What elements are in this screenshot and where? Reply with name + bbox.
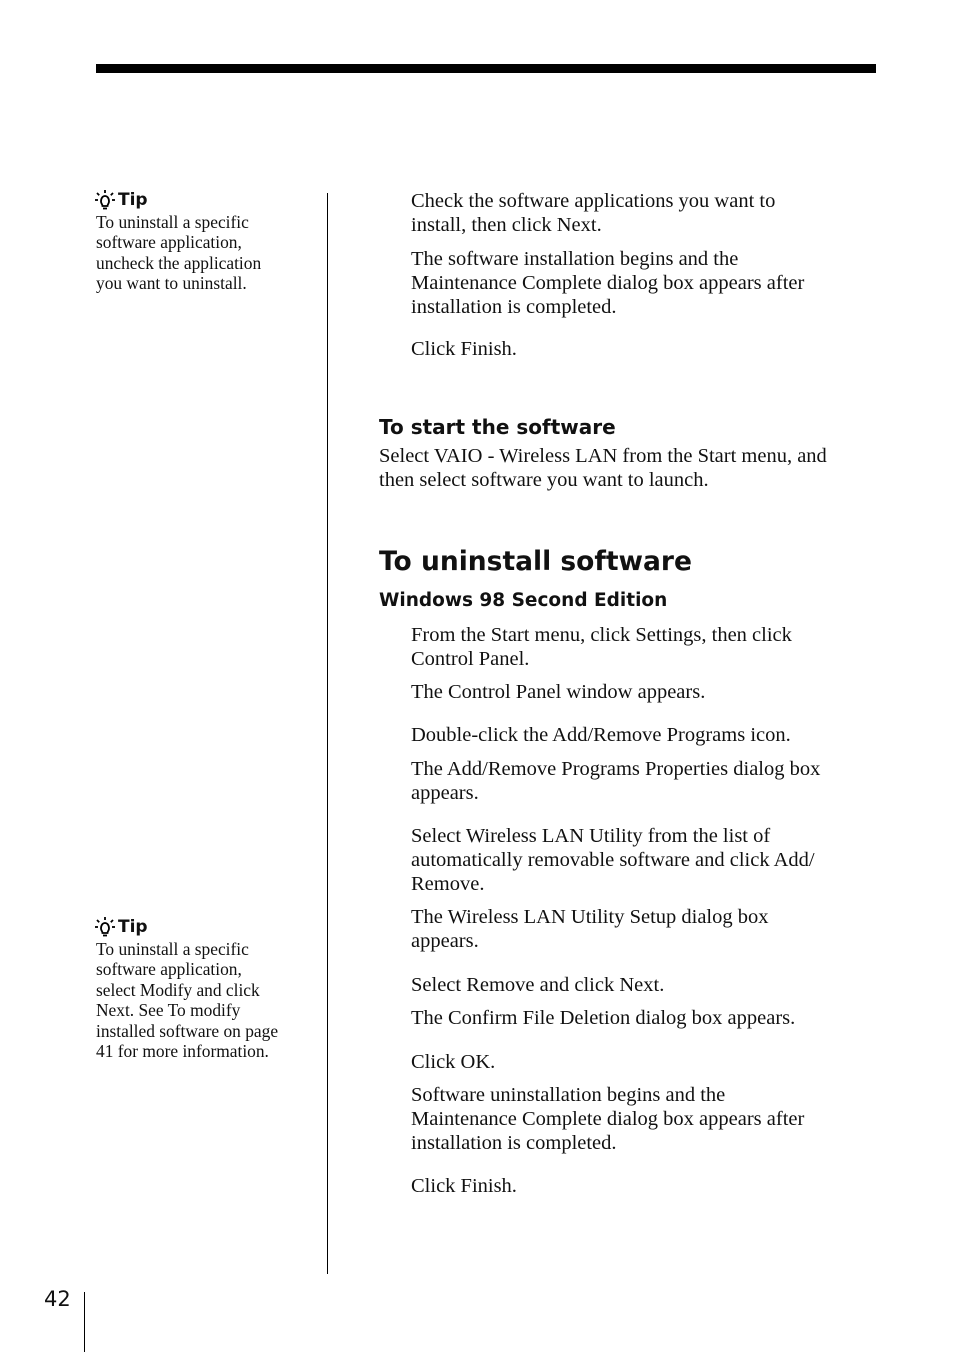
- uninstall-heading: To uninstall software: [379, 546, 692, 577]
- text-line: then select software you want to launch.: [379, 469, 709, 491]
- uninstall-step-2: Double-click the Add/Remove Programs icon.: [411, 724, 791, 746]
- tip-text: [96, 212, 316, 294]
- uninstall-result-3: [411, 905, 769, 953]
- text-line: Check the software applications you want to: [411, 190, 776, 212]
- tip-line: Next. See To modify: [96, 1000, 241, 1021]
- lightbulb-icon: [94, 189, 116, 211]
- tip-line: uncheck the application: [96, 252, 262, 273]
- text-line: automatically removable software and click Add/: [411, 849, 815, 871]
- header-rule: [96, 64, 876, 73]
- text-line: appears.: [411, 930, 479, 952]
- os-heading: Windows 98 Second Edition: [379, 590, 668, 611]
- tip-line: To uninstall a specific: [96, 212, 249, 232]
- install-step-check: [411, 189, 775, 237]
- text-line: install, then click Next.: [411, 214, 602, 236]
- uninstall-result-5: [411, 1083, 804, 1155]
- tip-note-1: [96, 189, 316, 294]
- tip-line: 41 for more information.: [96, 1041, 269, 1062]
- uninstall-step-3: [411, 824, 815, 896]
- tip-label: Tip: [118, 917, 148, 937]
- column-divider: [327, 193, 328, 1274]
- tip-line: you want to uninstall.: [96, 273, 247, 294]
- uninstall-step-6: Click Finish.: [411, 1175, 517, 1197]
- lightbulb-icon: [94, 916, 116, 938]
- start-software-heading: To start the software: [379, 415, 616, 439]
- text-line: From the Start menu, click Settings, then click: [411, 624, 792, 646]
- uninstall-step-1: [411, 623, 792, 671]
- text-line: The Wireless LAN Utility Setup dialog box: [411, 906, 769, 928]
- uninstall-step-5: Click OK.: [411, 1051, 496, 1073]
- tip-label: Tip: [118, 190, 148, 210]
- text-line: Software uninstallation begins and the: [411, 1084, 726, 1106]
- tip-line: To uninstall a specific: [96, 939, 249, 959]
- tip-line: software application,: [96, 232, 242, 253]
- tip-text: [96, 939, 316, 1061]
- text-line: Maintenance Complete dialog box appears after: [411, 1108, 805, 1130]
- tip-line: select Modify and click: [96, 979, 260, 1000]
- text-line: Remove.: [411, 873, 485, 895]
- tip-heading: [96, 189, 316, 211]
- folio-rule: [84, 1292, 85, 1352]
- page-number: 42: [44, 1287, 71, 1311]
- uninstall-result-4: The Confirm File Deletion dialog box appears.: [411, 1007, 796, 1029]
- start-software-body: [379, 444, 827, 492]
- tip-line: software application,: [96, 959, 242, 980]
- text-line: Select VAIO - Wireless LAN from the Start menu, and: [379, 445, 827, 467]
- tip-heading: [96, 916, 316, 938]
- uninstall-result-2: [411, 757, 820, 805]
- install-step-finish: Click Finish.: [411, 338, 517, 360]
- uninstall-result-1: The Control Panel window appears.: [411, 681, 706, 703]
- text-line: installation is completed.: [411, 296, 617, 318]
- text-line: installation is completed.: [411, 1132, 617, 1154]
- tip-line: installed software on page: [96, 1020, 279, 1041]
- install-result: [411, 247, 804, 319]
- tip-note-2: [96, 916, 316, 1061]
- text-line: Select Wireless LAN Utility from the list of: [411, 825, 771, 847]
- text-line: appears.: [411, 782, 479, 804]
- uninstall-step-4: Select Remove and click Next.: [411, 974, 665, 996]
- text-line: The Add/Remove Programs Properties dialog box: [411, 758, 821, 780]
- text-line: Maintenance Complete dialog box appears after: [411, 272, 805, 294]
- text-line: The software installation begins and the: [411, 248, 739, 270]
- text-line: Control Panel.: [411, 648, 530, 670]
